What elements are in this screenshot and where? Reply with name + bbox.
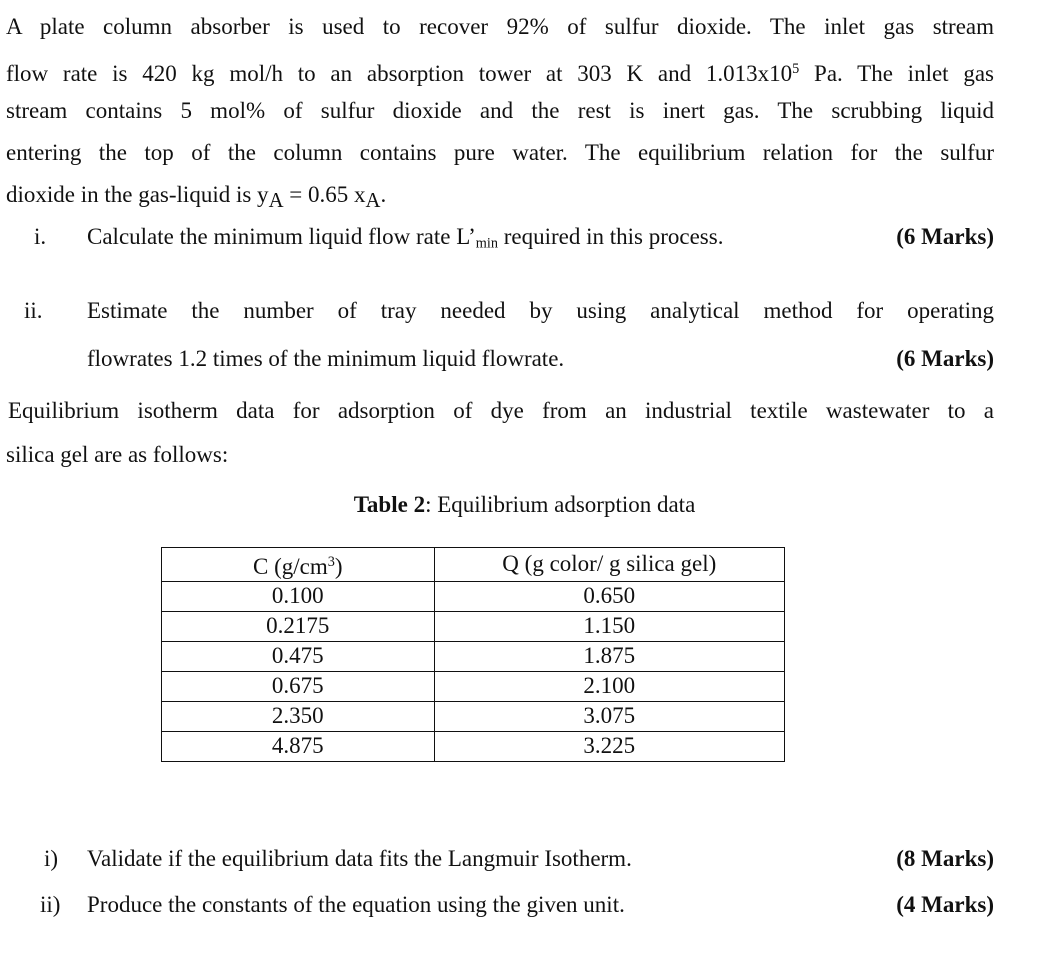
- table-row: [162, 581, 785, 611]
- table-row: [162, 641, 785, 671]
- part-i-marks: (6 Marks): [896, 224, 994, 249]
- question1-line-4: entering the top of the column contains pure water. The equilibrium relation for the sulfur: [6, 140, 994, 165]
- question2-intro-line-1: Equilibrium isotherm data for adsorption of dye from an industrial textile wastewater to a: [8, 398, 994, 423]
- q2-part-ii-marks: (4 Marks): [896, 892, 994, 917]
- table-row: [162, 731, 785, 761]
- q2-part-i-marks: (8 Marks): [896, 846, 994, 871]
- question1-line-5: dioxide in the gas-liquid is $y_A = 0.65$ $x_A$.: [6, 182, 387, 213]
- cell-q: 1.875: [434, 641, 784, 671]
- cell-c: 0.675: [162, 671, 435, 701]
- part-ii-line-2: flowrates 1.2 times of the minimum liquid flowrate.: [87, 346, 565, 371]
- header-c: C $(g/cm^3)$: [162, 548, 435, 582]
- q2-part-ii-number: ii): [40, 892, 61, 917]
- q2-part-ii-text: Produce the constants of the equation using the given unit.: [87, 892, 625, 917]
- cell-c: 0.2175: [162, 611, 435, 641]
- header-q: Q (g color/ g silica gel): [434, 548, 784, 582]
- cell-c: 4.875: [162, 731, 435, 761]
- cell-q: 3.225: [434, 731, 784, 761]
- q2-part-i-text: Validate if the equilibrium data fits the Langmuir Isotherm.: [87, 846, 632, 871]
- question1-line-2: flow rate is 420 kg mol/h to an absorption tower at 303 K and $1.013x10^5$ Pa. The inlet gas: [6, 60, 994, 86]
- cell-q: 2.100: [434, 671, 784, 701]
- part-i-number: i.: [34, 224, 47, 249]
- cell-q: 0.650: [434, 581, 784, 611]
- question1-line-1: A plate column absorber is used to recover 92% of sulfur dioxide. The inlet gas stream: [6, 14, 994, 39]
- question2-intro-line-2: silica gel are as follows:: [6, 442, 229, 467]
- cell-c: 0.100: [162, 581, 435, 611]
- part-ii-marks: (6 Marks): [896, 346, 994, 371]
- table-caption: Table 2: Equilibrium adsorption data: [353, 492, 696, 517]
- table-row: [162, 611, 785, 641]
- cell-c: 2.350: [162, 701, 435, 731]
- question1-paragraph: [6, 6, 994, 216]
- cell-q: 1.150: [434, 611, 784, 641]
- part-i-text: Calculate the minimum liquid flow rate $L’_{min}$ required in this process.: [87, 224, 724, 252]
- part-ii-number: ii.: [24, 298, 43, 323]
- table-row: [162, 671, 785, 701]
- table-header-row: [162, 548, 785, 582]
- cell-c: 0.475: [162, 641, 435, 671]
- cell-q: 3.075: [434, 701, 784, 731]
- part-ii-line-1: Estimate the number of tray needed by using analytical method for operating: [87, 298, 994, 323]
- question1-line-3: stream contains 5 mol% of sulfur dioxide and the rest is inert gas. The scrubbing liquid: [6, 98, 994, 123]
- table-row: [162, 701, 785, 731]
- q2-part-i-number: i): [44, 846, 59, 871]
- equilibrium-table: [161, 547, 785, 762]
